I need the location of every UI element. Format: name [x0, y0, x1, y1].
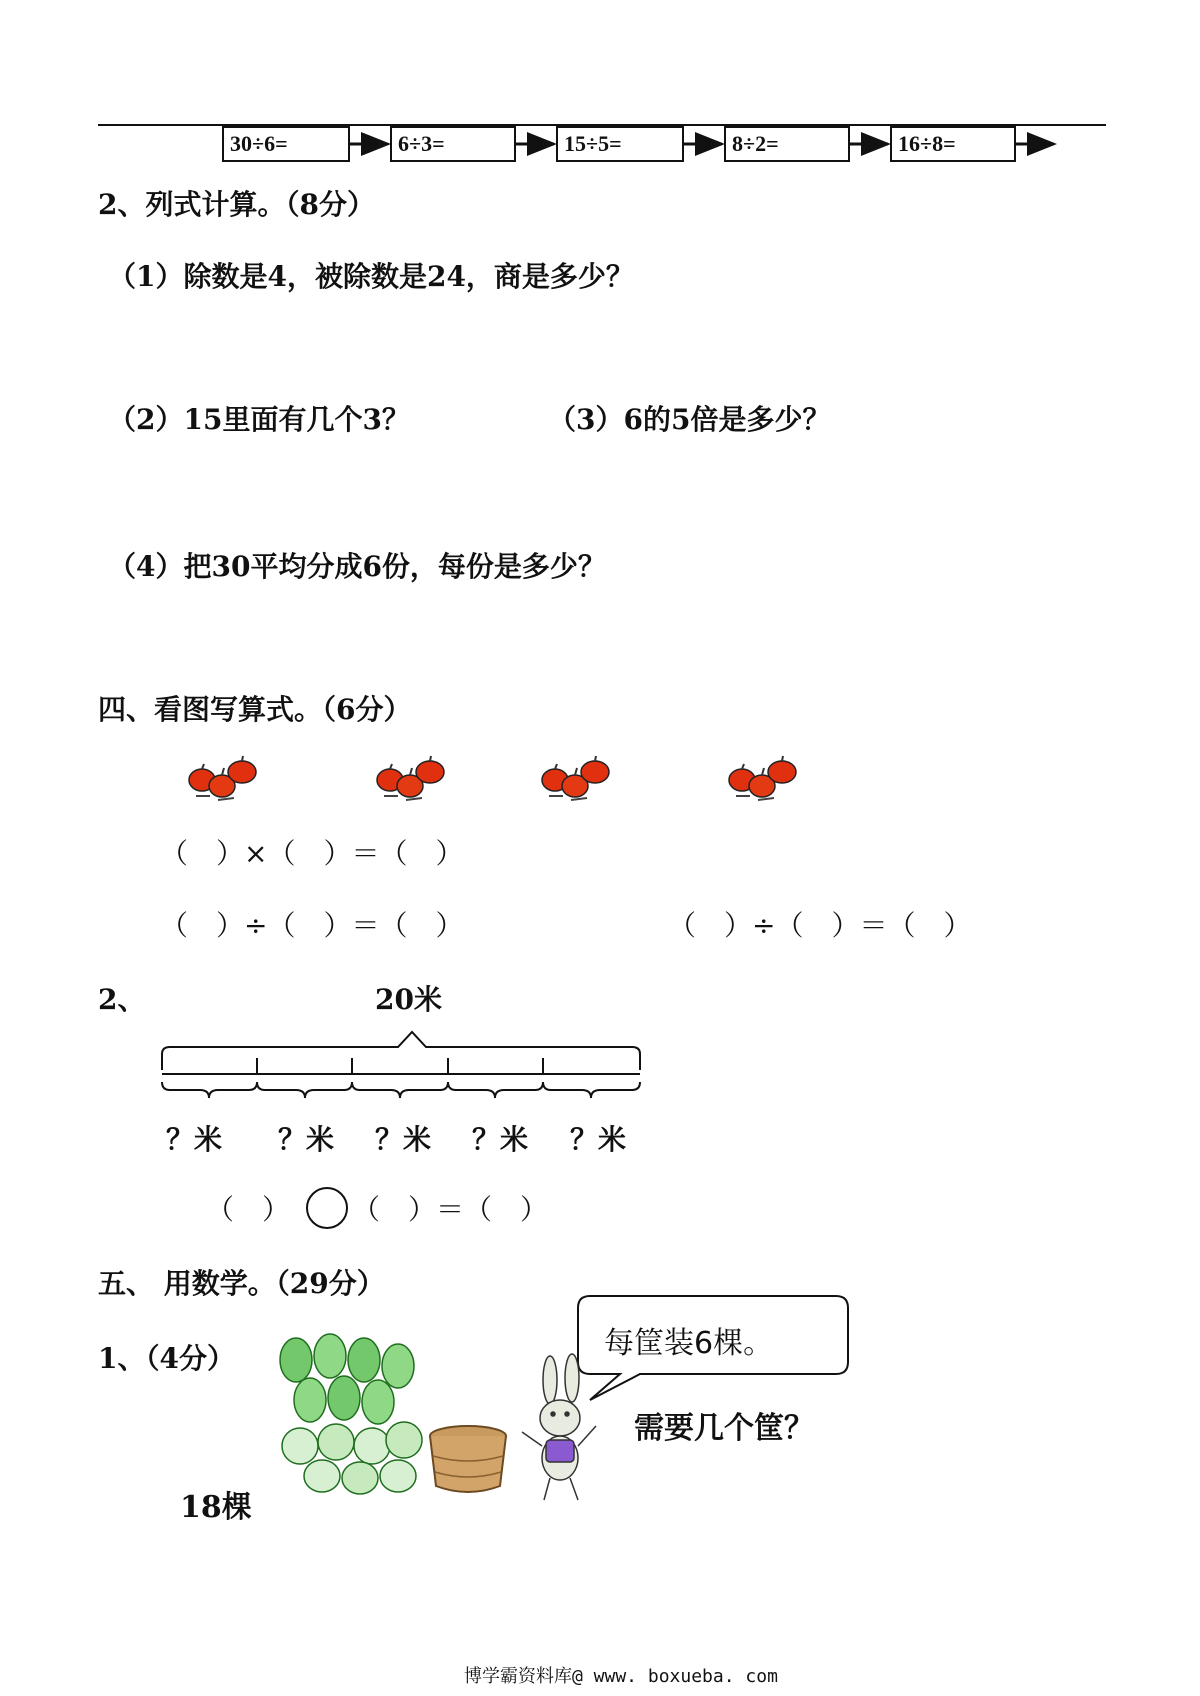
- speech-text: 每筐装6棵。: [604, 1326, 774, 1361]
- footer-watermark: 博学霸资料库@ www. boxueba. com: [464, 1666, 778, 1687]
- segment-label-1: ？米: [166, 1123, 223, 1156]
- section-5-heading: 五、 用数学。（29分）: [98, 1267, 385, 1300]
- segment-label-4: ？米: [472, 1123, 529, 1156]
- question-4: （4）把30平均分成6份，每份是多少？: [108, 550, 606, 583]
- total-length-label: 20米: [375, 983, 442, 1016]
- section-4-heading: 四、看图写算式。（6分）: [98, 693, 412, 726]
- question-2-label: 2、: [98, 983, 146, 1016]
- segment-label-5: ？米: [570, 1123, 627, 1156]
- question-3: （3）6的5倍是多少？: [548, 403, 831, 436]
- chain-box-text: 30÷6=: [230, 131, 288, 156]
- chain-box-text: 8÷2=: [732, 131, 779, 156]
- question-1-label: 1、（4分）: [98, 1342, 235, 1375]
- cabbage-icon: [280, 1334, 422, 1494]
- chain-box-text: 15÷5=: [564, 131, 622, 156]
- equation-multiply: （ ）×（ ）＝（ ）: [160, 837, 464, 870]
- question-text: 需要几个筐？: [634, 1411, 814, 1446]
- equation-blank-left: （ ）: [206, 1193, 291, 1226]
- segment-label-3: ？米: [375, 1123, 432, 1156]
- equation-divide-right: （ ）÷（ ）＝（ ）: [668, 909, 972, 942]
- segment-label-2: ？米: [278, 1123, 335, 1156]
- question-1: （1）除数是4，被除数是24，商是多少？: [108, 260, 634, 293]
- equation-divide-left: （ ）÷（ ）＝（ ）: [160, 909, 464, 942]
- question-2: （2）15里面有几个3？: [108, 403, 410, 436]
- chain-box-text: 16÷8=: [898, 131, 956, 156]
- chain-box-text: 6÷3=: [398, 131, 445, 156]
- equation-blank-right: （ ）＝（ ）: [352, 1193, 549, 1226]
- rabbit-icon: [522, 1354, 596, 1500]
- section-2-heading: 2、列式计算。（8分）: [98, 188, 375, 221]
- basket-icon: [430, 1426, 506, 1492]
- cabbage-count: 18棵: [180, 1490, 252, 1525]
